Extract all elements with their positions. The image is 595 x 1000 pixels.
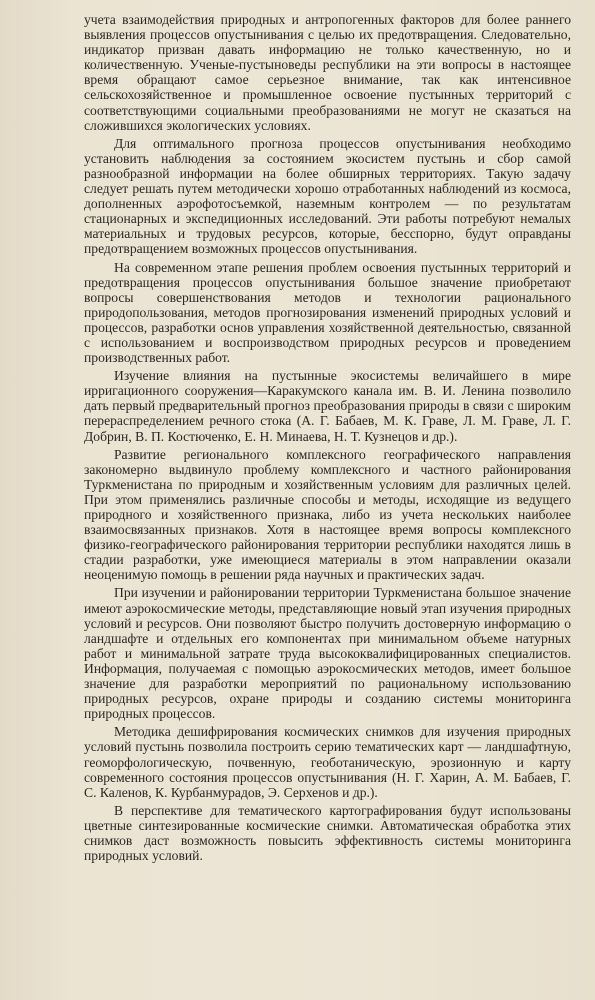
paragraph-7: Методика дешифрирования космических снимков для изучения природных условий пустынь позволила построить серию тематических карт — ландшафтную, геоморфологическую, почвенную, геоботаническую, эрозионную и карту современного состояния процессов опустынивания (Н. Г. Харин, А. М. Бабаев, Г. С. Каленов, К. Курбанмурадов, Э. Серхенов и др.). <box>84 724 571 800</box>
paragraph-1: учета взаимодействия природных и антропогенных факторов для более раннего выявления процессов опустынивания с целью их предотвращения. Следовательно, индикатор призван давать информацию не только качественную, но и количественную. Ученые-пустыноведы республики на эти вопросы в настоящее время обращают самое серьезное внимание, так как интенсивное сельскохозяйственное и промышленное освоение пустынных территорий с соответствующими социальными преобразованиями не могут не сказаться на сложившихся экологических условиях. <box>84 12 571 133</box>
paragraph-5: Развитие регионального комплексного географического направления закономерно выдвинуло проблему комплексного и частного районирования Туркменистана по природным и хозяйственным условиям для различных целей. При этом применялись различные способы и методы, исходящие из ведущего природного и хозяйственного признака, либо из учета нескольких наиболее взаимосвязанных признаков. Хотя в настоящее время вопросы комплексного физико-географического районирования территории республики находятся лишь в стадии разработки, уже имеющиеся материалы в этом направлении оказали неоценимую помощь в решении ряда научных и практических задач. <box>84 446 571 583</box>
paragraph-2: Для оптимального прогноза процессов опустынивания необходимо установить наблюдения за состоянием экосистем пустынь и сбор самой разнообразной информации на более обширных территориях. Такую задачу следует решать путем методически хорошо отработанных наблюдений из космоса, дополненных аэрофотосъемкой, наземным контролем — по результатам стационарных и экспедиционных исследований. Эти работы потребуют немалых материальных и трудовых ресурсов, которые, бесспорно, будут оправданы предотвращением возможных процессов опустынивания. <box>84 135 571 257</box>
paragraph-3: На современном этапе решения проблем освоения пустынных территорий и предотвращения процессов опустынивания большое значение приобретают вопросы совершенствования методов и технологии рационального природопользования, методов прогнозирования изменений природных условий и процессов, разработки основ управления хозяйственной деятельностью, связанной с использованием и воспроизводством природных ресурсов и проведением производственных работ. <box>84 259 571 366</box>
paragraph-4: Изучение влияния на пустынные экосистемы величайшего в мире ирригационного сооружения—Каракумского канала им. В. И. Ленина позволило дать первый предварительный прогноз преобразования природы в связи с широким перераспределением речного стока (А. Г. Бабаев, М. К. Граве, Л. М. Граве, Л. Г. Добрин, В. П. Костюченко, Е. Н. Минаева, Н. Т. Кузнецов и др.). <box>84 368 571 444</box>
paragraph-8: В перспективе для тематического картографирования будут использованы цветные синтезированные космические снимки. Автоматическая обработка этих снимков даст возможность повысить эффективность системы мониторинга природных условий. <box>84 802 571 864</box>
paragraph-6: При изучении и районировании территории Туркменистана большое значение имеют аэрокосмические методы, представляющие новый этап изучения природных условий и ресурсов. Они позволяют быстро получить достоверную информацию о ландшафте и отдельных его компонентах при минимальном объеме натурных работ и минимальной затрате труда высококвалифицированных специалистов. Информация, получаемая с помощью аэрокосмических методов, имеет большое значение для разработки мероприятий по рациональному использованию природных ресурсов, охране природы и созданию системы мониторинга природных процессов. <box>84 585 571 722</box>
